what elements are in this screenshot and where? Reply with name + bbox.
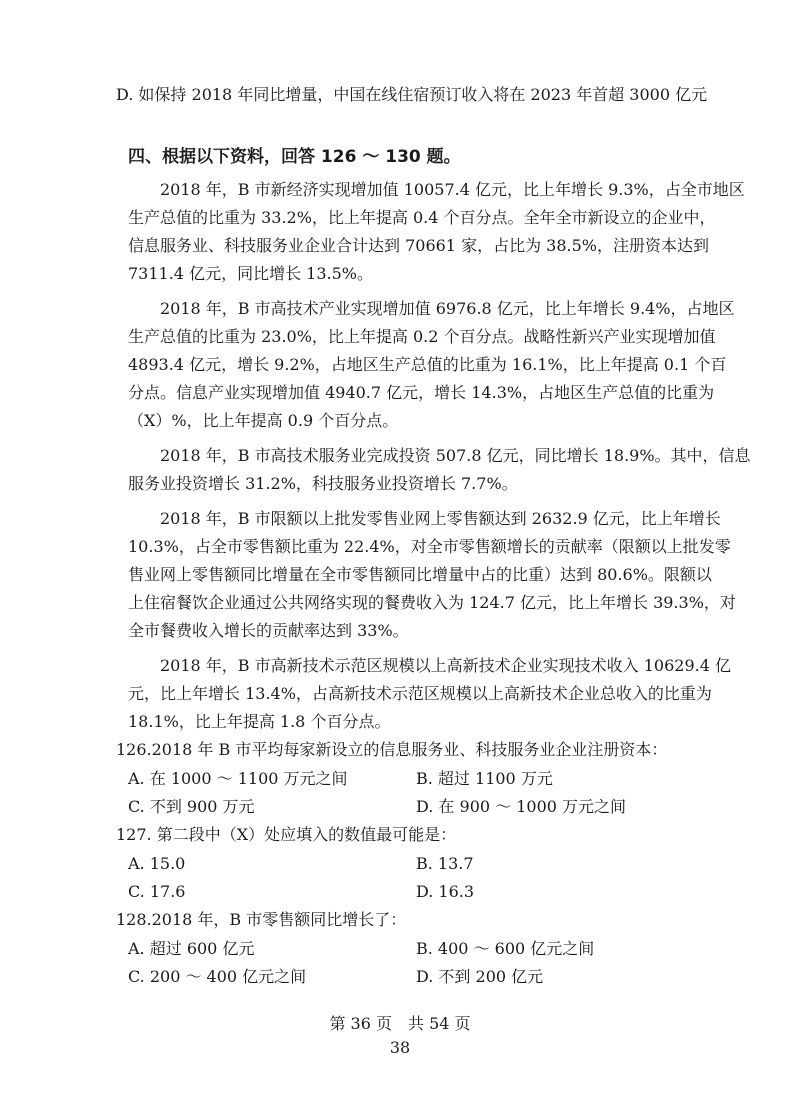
paragraph-line: 全市餐费收入增长的贡献率达到 33%。: [128, 621, 409, 640]
option-a[interactable]: A. 在 1000 ～ 1100 万元之间: [128, 769, 348, 788]
option-c[interactable]: C. 不到 900 万元: [128, 797, 255, 816]
option-a[interactable]: A. 15.0: [128, 854, 186, 873]
option-d[interactable]: D. 在 900 ～ 1000 万元之间: [416, 797, 627, 816]
paragraph-line: 售业网上零售额同比增量在全市零售额同比增量中占的比重）达到 80.6%。限额以: [128, 565, 712, 584]
paragraph-line: 生产总值的比重为 33.2%，比上年提高 0.4 个百分点。全年全市新设立的企业中，: [128, 208, 716, 227]
paragraph-line: 4893.4 亿元，增长 9.2%，占地区生产总值的比重为 16.1%，比上年提高 0.1 个百: [128, 355, 727, 374]
option-d[interactable]: D. 不到 200 亿元: [416, 967, 544, 986]
paragraph-line: 生产总值的比重为 23.0%，比上年提高 0.2 个百分点。战略性新兴产业实现增加值: [128, 327, 716, 346]
paragraph-line: （X）%，比上年提高 0.9 个百分点。: [128, 411, 399, 430]
option-a[interactable]: A. 超过 600 亿元: [128, 939, 255, 958]
question-text: 128.2018 年，B 市零售额同比增长了：: [116, 910, 407, 929]
paragraph-line: 7311.4 亿元，同比增长 13.5%。: [128, 264, 373, 283]
question-text: 126.2018 年 B 市平均每家新设立的信息服务业、科技服务业企业注册资本：: [116, 740, 668, 759]
option-b[interactable]: B. 超过 1100 万元: [416, 769, 553, 788]
question-text: 127. 第二段中（X）处应填入的数值最可能是：: [116, 825, 457, 844]
paragraph-line: 上住宿餐饮企业通过公共网络实现的餐费收入为 124.7 亿元，比上年增长 39.3%，对: [128, 593, 736, 612]
section-heading: 四、根据以下资料，回答 126 ～ 130 题。: [128, 147, 461, 167]
option-d[interactable]: D. 16.3: [416, 882, 475, 901]
paragraph-line: 18.1%，比上年提高 1.8 个百分点。: [128, 712, 391, 731]
option-b[interactable]: B. 400 ～ 600 亿元之间: [416, 939, 595, 958]
option-c[interactable]: C. 200 ～ 400 亿元之间: [128, 967, 307, 986]
paragraph-line: 信息服务业、科技服务业企业合计达到 70661 家，占比为 38.5%，注册资本达到: [128, 236, 709, 255]
paragraph-line: 2018 年，B 市新经济实现增加值 10057.4 亿元，比上年增长 9.3%，占全市地区: [128, 180, 745, 199]
paragraph-line: 服务业投资增长 31.2%，科技服务业投资增长 7.7%。: [128, 474, 518, 493]
previous-question-option-d: D. 如保持 2018 年同比增量，中国在线住宿预订收入将在 2023 年首超 3000 亿元: [116, 85, 708, 104]
option-b[interactable]: B. 13.7: [416, 854, 474, 873]
paragraph-line: 2018 年，B 市限额以上批发零售业网上零售额达到 2632.9 亿元，比上年增长: [128, 509, 721, 528]
option-c[interactable]: C. 17.6: [128, 882, 186, 901]
paragraph-line: 元，比上年增长 13.4%，占高新技术示范区规模以上高新技术企业总收入的比重为: [128, 684, 712, 703]
paragraph-line: 2018 年，B 市高技术产业实现增加值 6976.8 亿元，比上年增长 9.4%，占地区: [128, 299, 735, 318]
page-of-total: 第 36 页 共 54 页: [329, 1014, 471, 1033]
paragraph-line: 2018 年，B 市高新技术示范区规模以上高新技术企业实现技术收入 10629.4 亿: [128, 656, 731, 675]
page-number: 38: [389, 1038, 411, 1057]
paragraph-line: 10.3%，占全市零售额比重为 22.4%，对全市零售额增长的贡献率（限额以上批发零: [128, 537, 731, 556]
paragraph-line: 分点。信息产业实现增加值 4940.7 亿元，增长 14.3%，占地区生产总值的比重为: [128, 383, 715, 402]
paragraph-line: 2018 年，B 市高技术服务业完成投资 507.8 亿元，同比增长 18.9%。其中，信息: [128, 446, 751, 465]
